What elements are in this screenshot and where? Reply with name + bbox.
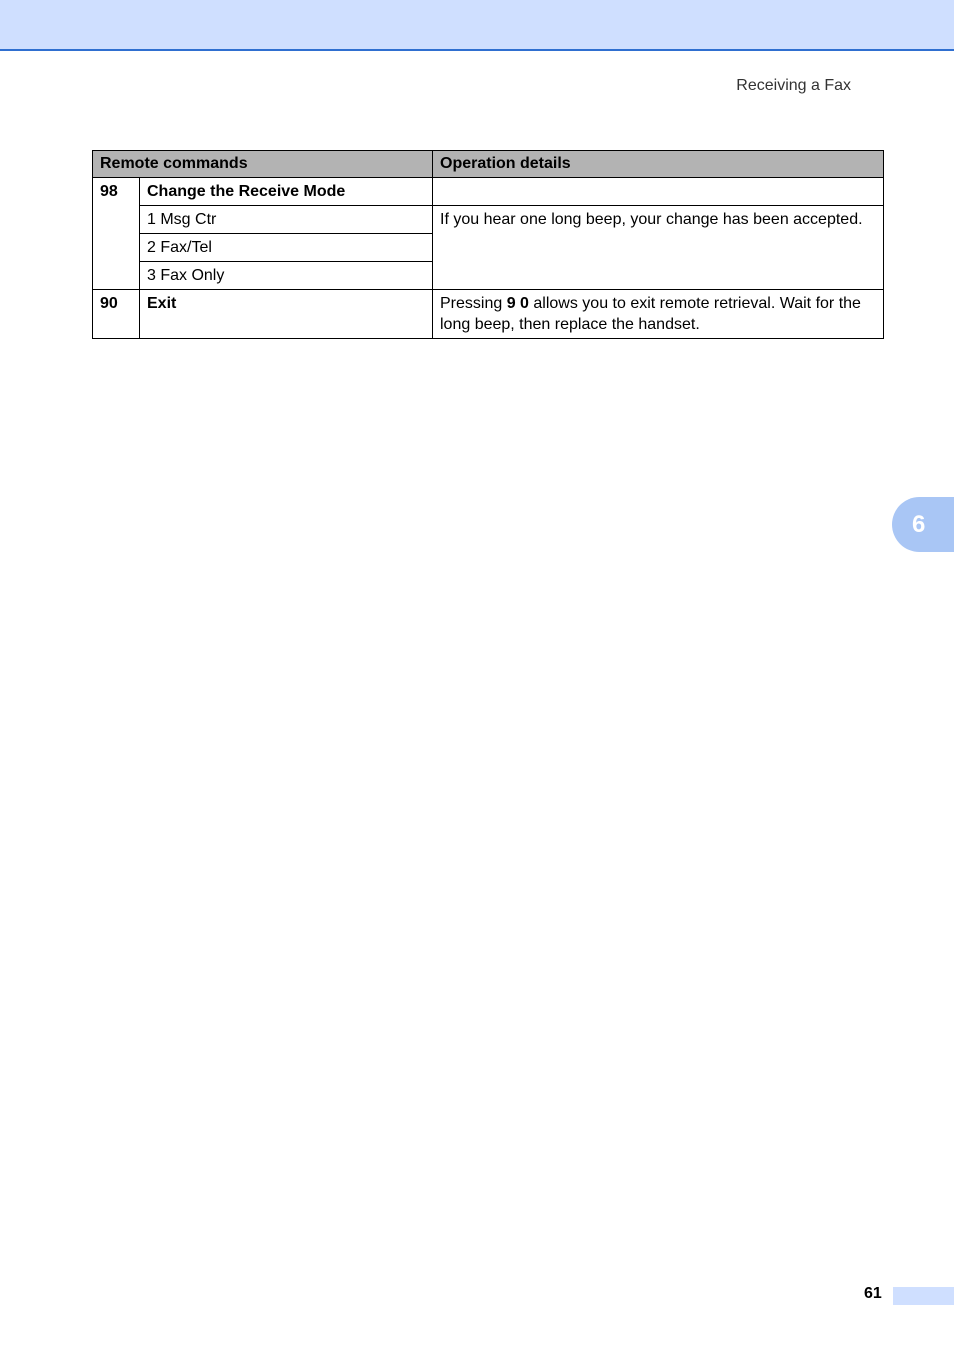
- remote-commands-table: [92, 150, 884, 339]
- table-row: [93, 178, 884, 206]
- page-number-bar: [893, 1287, 954, 1305]
- page-number: 61: [864, 1285, 882, 1302]
- operation-detail-empty: [433, 178, 884, 206]
- running-header: Receiving a Fax: [736, 77, 851, 94]
- detail-key-sequence: 9 0: [506, 295, 529, 312]
- command-option: 3 Fax Only: [140, 262, 433, 290]
- table-row: [93, 290, 884, 339]
- detail-text: Pressing: [440, 295, 507, 312]
- operation-details-header: Operation details: [433, 151, 884, 178]
- operation-detail: If you hear one long beep, your change has been accepted.: [433, 206, 884, 290]
- command-code: 98: [93, 178, 140, 290]
- command-option: 2 Fax/Tel: [140, 234, 433, 262]
- table-header-row: [93, 151, 884, 178]
- command-option: 1 Msg Ctr: [140, 206, 433, 234]
- chapter-tab: 6: [892, 497, 954, 552]
- top-header-band: [0, 0, 954, 51]
- remote-commands-header: Remote commands: [93, 151, 433, 178]
- operation-detail: [433, 290, 884, 339]
- table-row: [93, 206, 884, 234]
- command-name: Exit: [140, 290, 433, 339]
- command-name: Change the Receive Mode: [140, 178, 433, 206]
- command-code: 90: [93, 290, 140, 339]
- detail-text: allows you to exit remote retrieval. Wait for the long beep, then replace the handset.: [440, 295, 861, 333]
